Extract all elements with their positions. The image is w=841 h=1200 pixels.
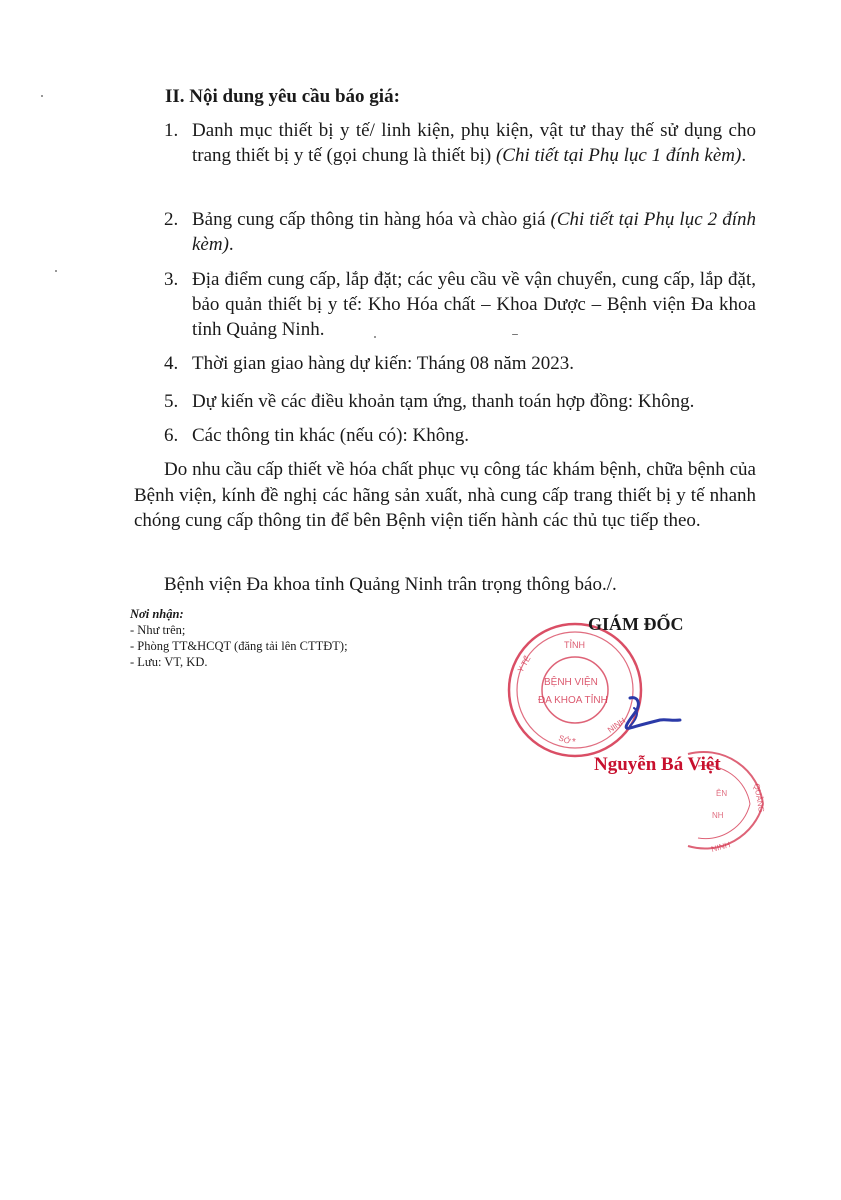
recipient-line: - Như trên; xyxy=(130,623,186,637)
item-number: 2. xyxy=(164,209,179,230)
svg-text:TỈNH: TỈNH xyxy=(564,640,585,650)
body-paragraph: Do nhu cầu cấp thiết về hóa chất phục vụ công tác khám bệnh, chữa bệnh của Bệnh viện, kính đề nghị các hãng sản xuất, nhà cung cấp trang thiết bị y tế nhanh chóng cung cấp thông tin để bên Bệnh viện tiến hành các thủ tục tiếp theo. xyxy=(134,459,756,531)
item-note: (Chi tiết tại Phụ lục 1 đính kèm) xyxy=(495,145,742,166)
item-number: 4. xyxy=(164,353,179,374)
recipient-line: - Phòng TT&HCQT (đăng tải lên CTTĐT); xyxy=(130,639,348,653)
item-number: 3. xyxy=(164,269,179,290)
scan-speck xyxy=(41,95,43,97)
list-item xyxy=(164,207,756,257)
svg-text:SỞ: SỞ xyxy=(557,733,572,747)
list-item xyxy=(164,351,756,376)
item-text: Địa điểm cung cấp, lắp đặt; các yêu cầu về vận chuyển, cung cấp, lắp đặt, bảo quản thiết bị y tế: Kho Hóa chất – Khoa Dược – Bệnh viện Đa khoa tỉnh Quảng Ninh. xyxy=(192,269,756,340)
svg-text:NH: NH xyxy=(712,811,724,820)
item-text: Dự kiến về các điều khoản tạm ứng, thanh toán hợp đồng: Không. xyxy=(192,391,695,412)
recipients-title: Nơi nhận: xyxy=(130,607,184,621)
closing-paragraph: Bệnh viện Đa khoa tỉnh Quảng Ninh trân trọng thông báo./. xyxy=(164,574,617,595)
svg-text:Y TẾ: Y TẾ xyxy=(515,654,533,674)
item-text: Bảng cung cấp thông tin hàng hóa và chào giá (Chi tiết tại Phụ lục 2 đính kèm). xyxy=(192,209,757,255)
scan-speck xyxy=(55,270,57,272)
signature-icon xyxy=(600,690,690,750)
recipient-line: - Lưu: VT, KD. xyxy=(130,655,208,669)
recipients-block xyxy=(130,606,348,670)
svg-text:*: * xyxy=(572,737,576,748)
item-note: (Chi tiết tại Phụ lục 2 đính kèm) xyxy=(192,209,757,255)
item-number: 5. xyxy=(164,391,179,412)
item-text: Các thông tin khác (nếu có): Không. xyxy=(192,425,470,446)
item-number: 1. xyxy=(164,120,179,141)
svg-text:QUẢNG: QUẢNG xyxy=(752,782,766,814)
svg-text:ÊN: ÊN xyxy=(716,789,728,798)
signer-name: Nguyễn Bá Việt xyxy=(594,754,721,775)
item-number: 6. xyxy=(164,425,179,446)
list-item xyxy=(164,118,756,168)
svg-text:BỆNH VIỆN: BỆNH VIỆN xyxy=(544,677,598,688)
list-item xyxy=(164,267,756,342)
list-item xyxy=(164,389,756,414)
item-text: Danh mục thiết bị y tế/ linh kiện, phụ kiện, vật tư thay thế sử dụng cho trang thiết bị y tế (gọi chung là thiết bị) (Chi tiết tại Phụ lục 1 đính kèm). xyxy=(192,120,756,166)
svg-text:ĐA KHOA TỈNH: ĐA KHOA TỈNH xyxy=(538,695,608,706)
svg-text:NINH: NINH xyxy=(710,840,732,854)
section-heading: II. Nội dung yêu cầu báo giá: xyxy=(165,86,400,107)
list-item xyxy=(164,423,756,448)
svg-text:NINH: NINH xyxy=(605,716,628,735)
item-text: Thời gian giao hàng dự kiến: Tháng 08 năm 2023. xyxy=(192,353,574,374)
signer-title: GIÁM ĐỐC xyxy=(588,614,684,634)
